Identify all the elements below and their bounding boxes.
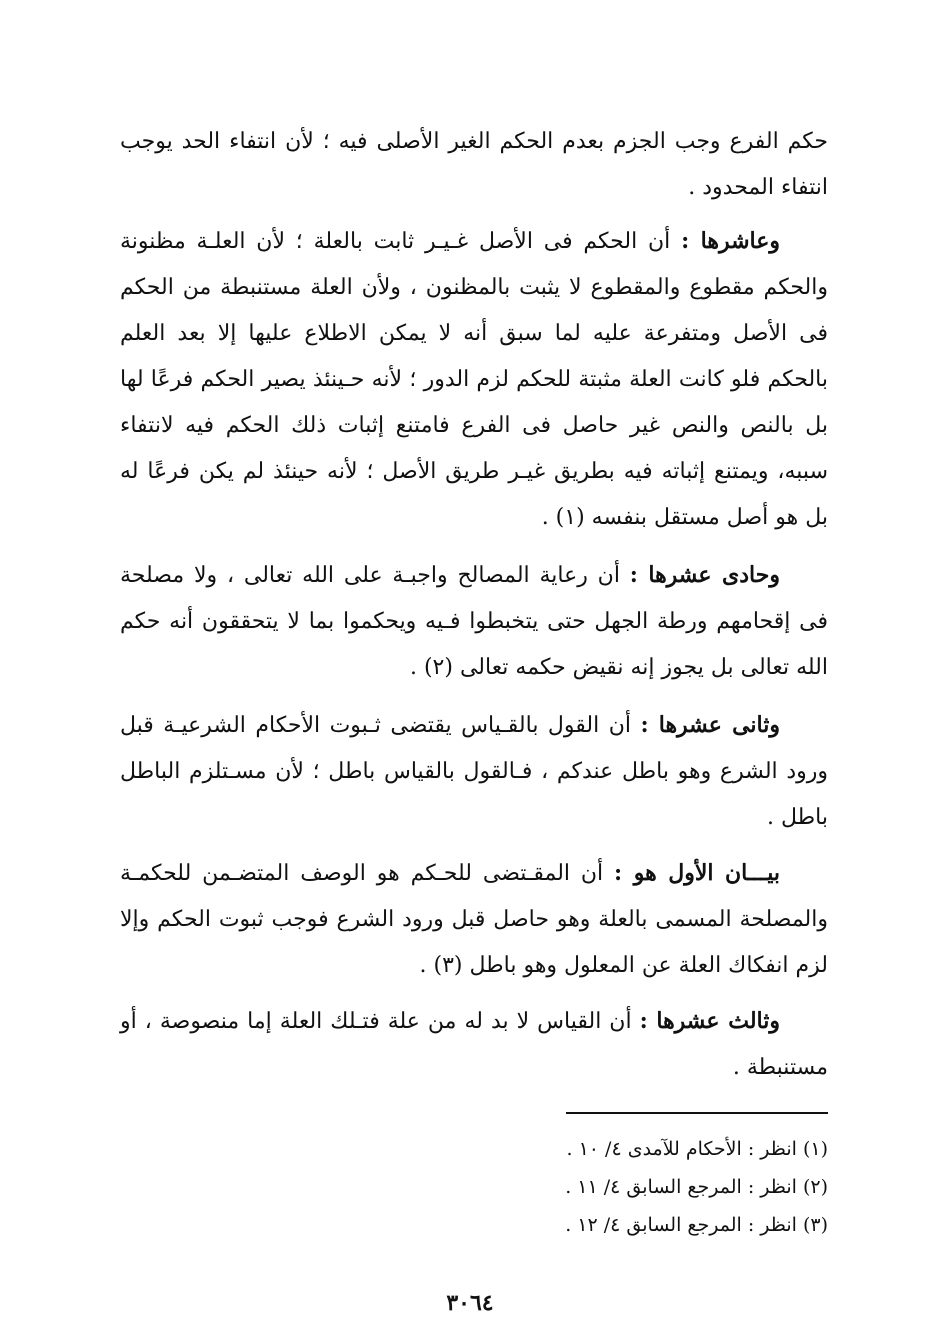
paragraph-lead: وثالث عشرها : [639, 1008, 780, 1034]
paragraph-lead: وعاشرها : [681, 228, 780, 254]
paragraph-6 [120, 998, 828, 1091]
page-number: ٣٠٦٤ [446, 1290, 494, 1316]
paragraph-1 [120, 118, 828, 211]
footnote-3: (٣) انظر : المرجع السابق ٤/ ١٢ . [565, 1214, 828, 1236]
main-text [120, 850, 828, 989]
footnote-1: (١) انظر : الأحكام للآمدى ٤/ ١٠ . [566, 1138, 828, 1160]
paragraph-text: أن القول بالقـياس يقتضى ثـبوت الأحكام الشرعيـة قبل ورود الشرع وهو باطل عندكم ، فـالقول بالقياس باطل ؛ لأن مسـتلزم الباطل باطل . [120, 713, 828, 830]
paragraph-text: أن المقـتضى للحـكم هو الوصف المتضـمن للحكمـة والمصلحة المسمى بالعلة وهو حاصل قبل ورود الشرع فوجب ثبوت الحكم وإلا لزم انفكاك العلة عن المعلول وهو باطل (٣) . [120, 861, 828, 978]
paragraph-lead: وحادى عشرها : [629, 562, 780, 588]
paragraph-text: أن القياس لا بد له من علة فتـلك العلة إما منصوصة ، أو مستنبطة . [120, 1009, 828, 1080]
main-text [120, 118, 828, 211]
main-text [120, 702, 828, 841]
paragraph-text: حكم الفرع وجب الجزم بعدم الحكم الغير الأصلى فيه ؛ لأن انتفاء الحد يوجب انتفاء المحدود . [120, 129, 828, 200]
main-text [120, 218, 828, 541]
footnote-2: (٢) انظر : المرجع السابق ٤/ ١١ . [565, 1176, 828, 1198]
main-text [120, 998, 828, 1091]
paragraph-lead: وثانى عشرها : [640, 712, 780, 738]
main-text [120, 552, 828, 691]
paragraph-text: أن رعاية المصالح واجبـة على الله تعالى ، ولا مصلحة فى إقحامهم ورطة الجهل حتى يتخبطوا فـيه ويحكموا بما لا يتحققون أنه حكم الله تعالى بل يجوز إنه نقيض حكمه تعالى (٢) . [120, 563, 828, 680]
paragraph-5 [120, 850, 828, 989]
paragraph-lead: بيـــان الأول هو : [614, 860, 780, 886]
footnote-divider [566, 1112, 828, 1114]
footnotes [120, 1130, 828, 1244]
paragraph-text: أن الحكم فى الأصل غـيـر ثابت بالعلة ؛ لأن العلـة مظنونة والحكم مقطوع والمقطوع لا يثبت بالمظنون ، ولأن العلة مستنبطة من الحكم فى الأصل ومتفرعة عليه لما سبق أنه لا يمكن الاطلاع عليها إلا بعد العلم بالحكم فلو كانت العلة مثبتة للحكم لزم الدور ؛ لأنه حـينئذ يصير الحكم فرعًا لها بل بالنص والنص غير حاصل فى الفرع فامتنع إثبات ذلك الحكم فيه لانتفاء سببه، ويمتنع إثباته فيه بطريق غيـر طريق الأصل ؛ لأنه حينئذ لم يكن فرعًا له بل هو أصل مستقل بنفسه (١) . [120, 229, 828, 530]
paragraph-4 [120, 702, 828, 841]
paragraph-3 [120, 552, 828, 691]
paragraph-2 [120, 218, 828, 541]
